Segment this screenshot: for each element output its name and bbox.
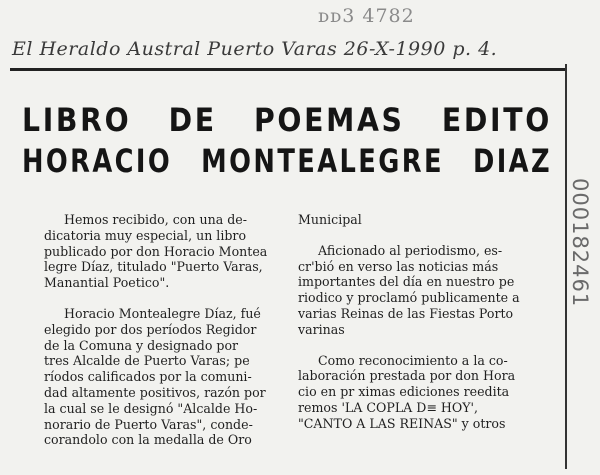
top-border-rule [10, 68, 566, 71]
paragraph: Hemos recibido, con una de- dicatoria muy especial, un libro publicado por don Horacio Montea legre Díaz, titulado "Puerto Varas, Manantial Poetico". [44, 212, 268, 291]
archive-stamp-number: ᴅᴅ3 4782 [318, 5, 415, 27]
paragraph: Aficionado al periodismo, es- cr'bió en verso las noticias más importantes del día en nuestro pe riodico y proclamó publicamente a varias Reinas de las Fiestas Porto varinas [298, 242, 520, 337]
headline-line-1: LIBRO DE POEMAS EDITO [22, 101, 552, 139]
source-annotation: El Heraldo Austral Puerto Varas 26-X-1990 p. 4. [12, 38, 498, 60]
article-column-left [44, 212, 276, 463]
paragraph: Horacio Montealegre Díaz, fué elegido por dos períodos Regidor de la Comuna y designado por tres Alcalde de Puerto Varas; pe ríodos calificados por la comuni- dad altamente positivos, razón por la cual se le designó "Alcalde Ho- norario de Puerto Varas", conde- corandolo con la medalla de Oro [44, 305, 266, 448]
article-column-right [298, 212, 550, 447]
paragraph: Municipal [298, 212, 362, 227]
archive-stamp-vertical: 000182461 [568, 178, 592, 308]
right-border-rule [565, 64, 567, 469]
headline-line-2: HORACIO MONTEALEGRE DIAZ [22, 142, 552, 180]
paragraph: Como reconocimiento a la co- laboración prestada por don Hora cio en pr ximas ediciones reedita remos 'LA COPLA D≡ HOY', "CANTO A LAS REINAS" y otros [298, 352, 516, 431]
